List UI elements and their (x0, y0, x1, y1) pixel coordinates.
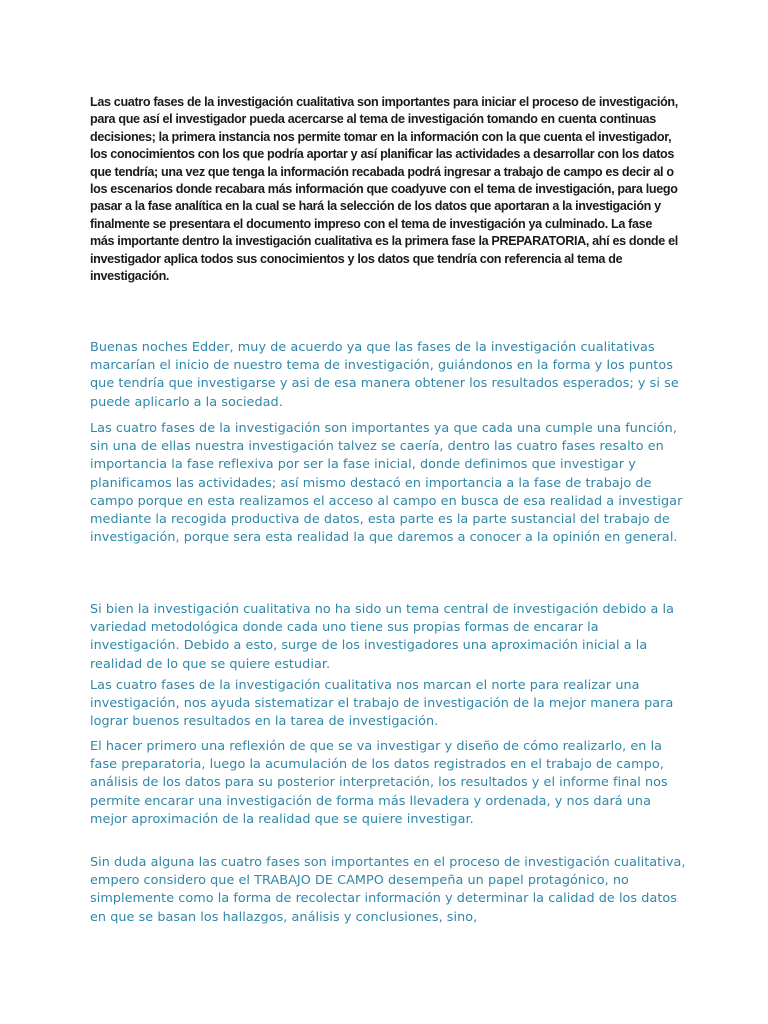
reply-paragraph: Buenas noches Edder, muy de acuerdo ya que las fases de la investigación cualitativas marcarían el inicio de nuestro tema de investigación, guiándonos en la forma y los puntos que tendría que investigarse y asi de esa manera obtener los resultados esperados; y si se puede aplicarlo a la sociedad. (90, 340, 679, 410)
reply-paragraph: El hacer primero una reflexión de que se va investigar y diseño de cómo realizarlo, en la fase preparatoria, luego la acumulación de los datos registrados en el trabajo de campo, análisis de los datos para su posterior interpretación, los resultados y el informe final nos permite encarar una investigación de forma más llevadera y ordenada, y nos dará una mejor aproximación de la realidad que se quiere investigar. (90, 739, 668, 827)
reply-paragraph: Sin duda alguna las cuatro fases son importantes en el proceso de investigación cualitativa, empero considero que el TRABAJO DE CAMPO desempeña un papel protagónico, no simplemente como la forma de recolectar información y determinar la calidad de los datos en que se basan los hallazgos, análisis y conclusiones, sino, (90, 855, 686, 925)
reply-paragraph: Las cuatro fases de la investigación cualitativa nos marcan el norte para realizar una investigación, nos ayuda sistematizar el trabajo de investigación de la mejor manera para lograr buenos resultados en la tarea de investigación. (90, 678, 674, 730)
reply-paragraph: Si bien la investigación cualitativa no ha sido un tema central de investigación debido a la variedad metodológica donde cada uno tiene sus propias formas de encarar la investigación. Debido a esto, surge de los investigadores una aproximación inicial a la realidad de lo que se quiere estudiar. (90, 602, 675, 672)
reply-paragraph: Las cuatro fases de la investigación son importantes ya que cada una cumple una función, sin una de ellas nuestra investigación talvez se caería, dentro las cuatro fases resalto en importancia la fase reflexiva por ser la fase inicial, donde definimos que investigar y planificamos las actividades; así mismo destacó en importancia a la fase de trabajo de campo porque en esta realizamos el acceso al campo en busca de esa realidad a investigar mediante la recogida productiva de datos, esta parte es la parte sustancial del trabajo de investigación, porque sera esta realidad la que daremos a conocer a la opinión en general. (90, 421, 683, 546)
intro-paragraph: Las cuatro fases de la investigación cualitativa son importantes para iniciar el proceso de investigación, para que así el investigador pueda acercarse al tema de investigación tomando en cuenta continuas decisiones; la primera instancia nos permite tomar en la información con la que cuenta el investigador, los conocimientos con los que podría aportar y así planificar las actividades a desarrollar con los datos que tendría; una vez que tenga la información recabada podrá ingresar a trabajo de campo es decir al o los escenarios donde recabara más información que coadyuve con el tema de investigación, para luego pasar a la fase analítica en la cual se hará la selección de los datos que aportaran a la investigación y finalmente se presentara el documento impreso con el tema de investigación ya culminado. La fase más importante dentro la investigación cualitativa es la primera fase la PREPARATORIA, ahí es donde el investigador aplica todos sus conocimientos y los datos que tendría con referencia al tema de investigación. (90, 95, 678, 284)
